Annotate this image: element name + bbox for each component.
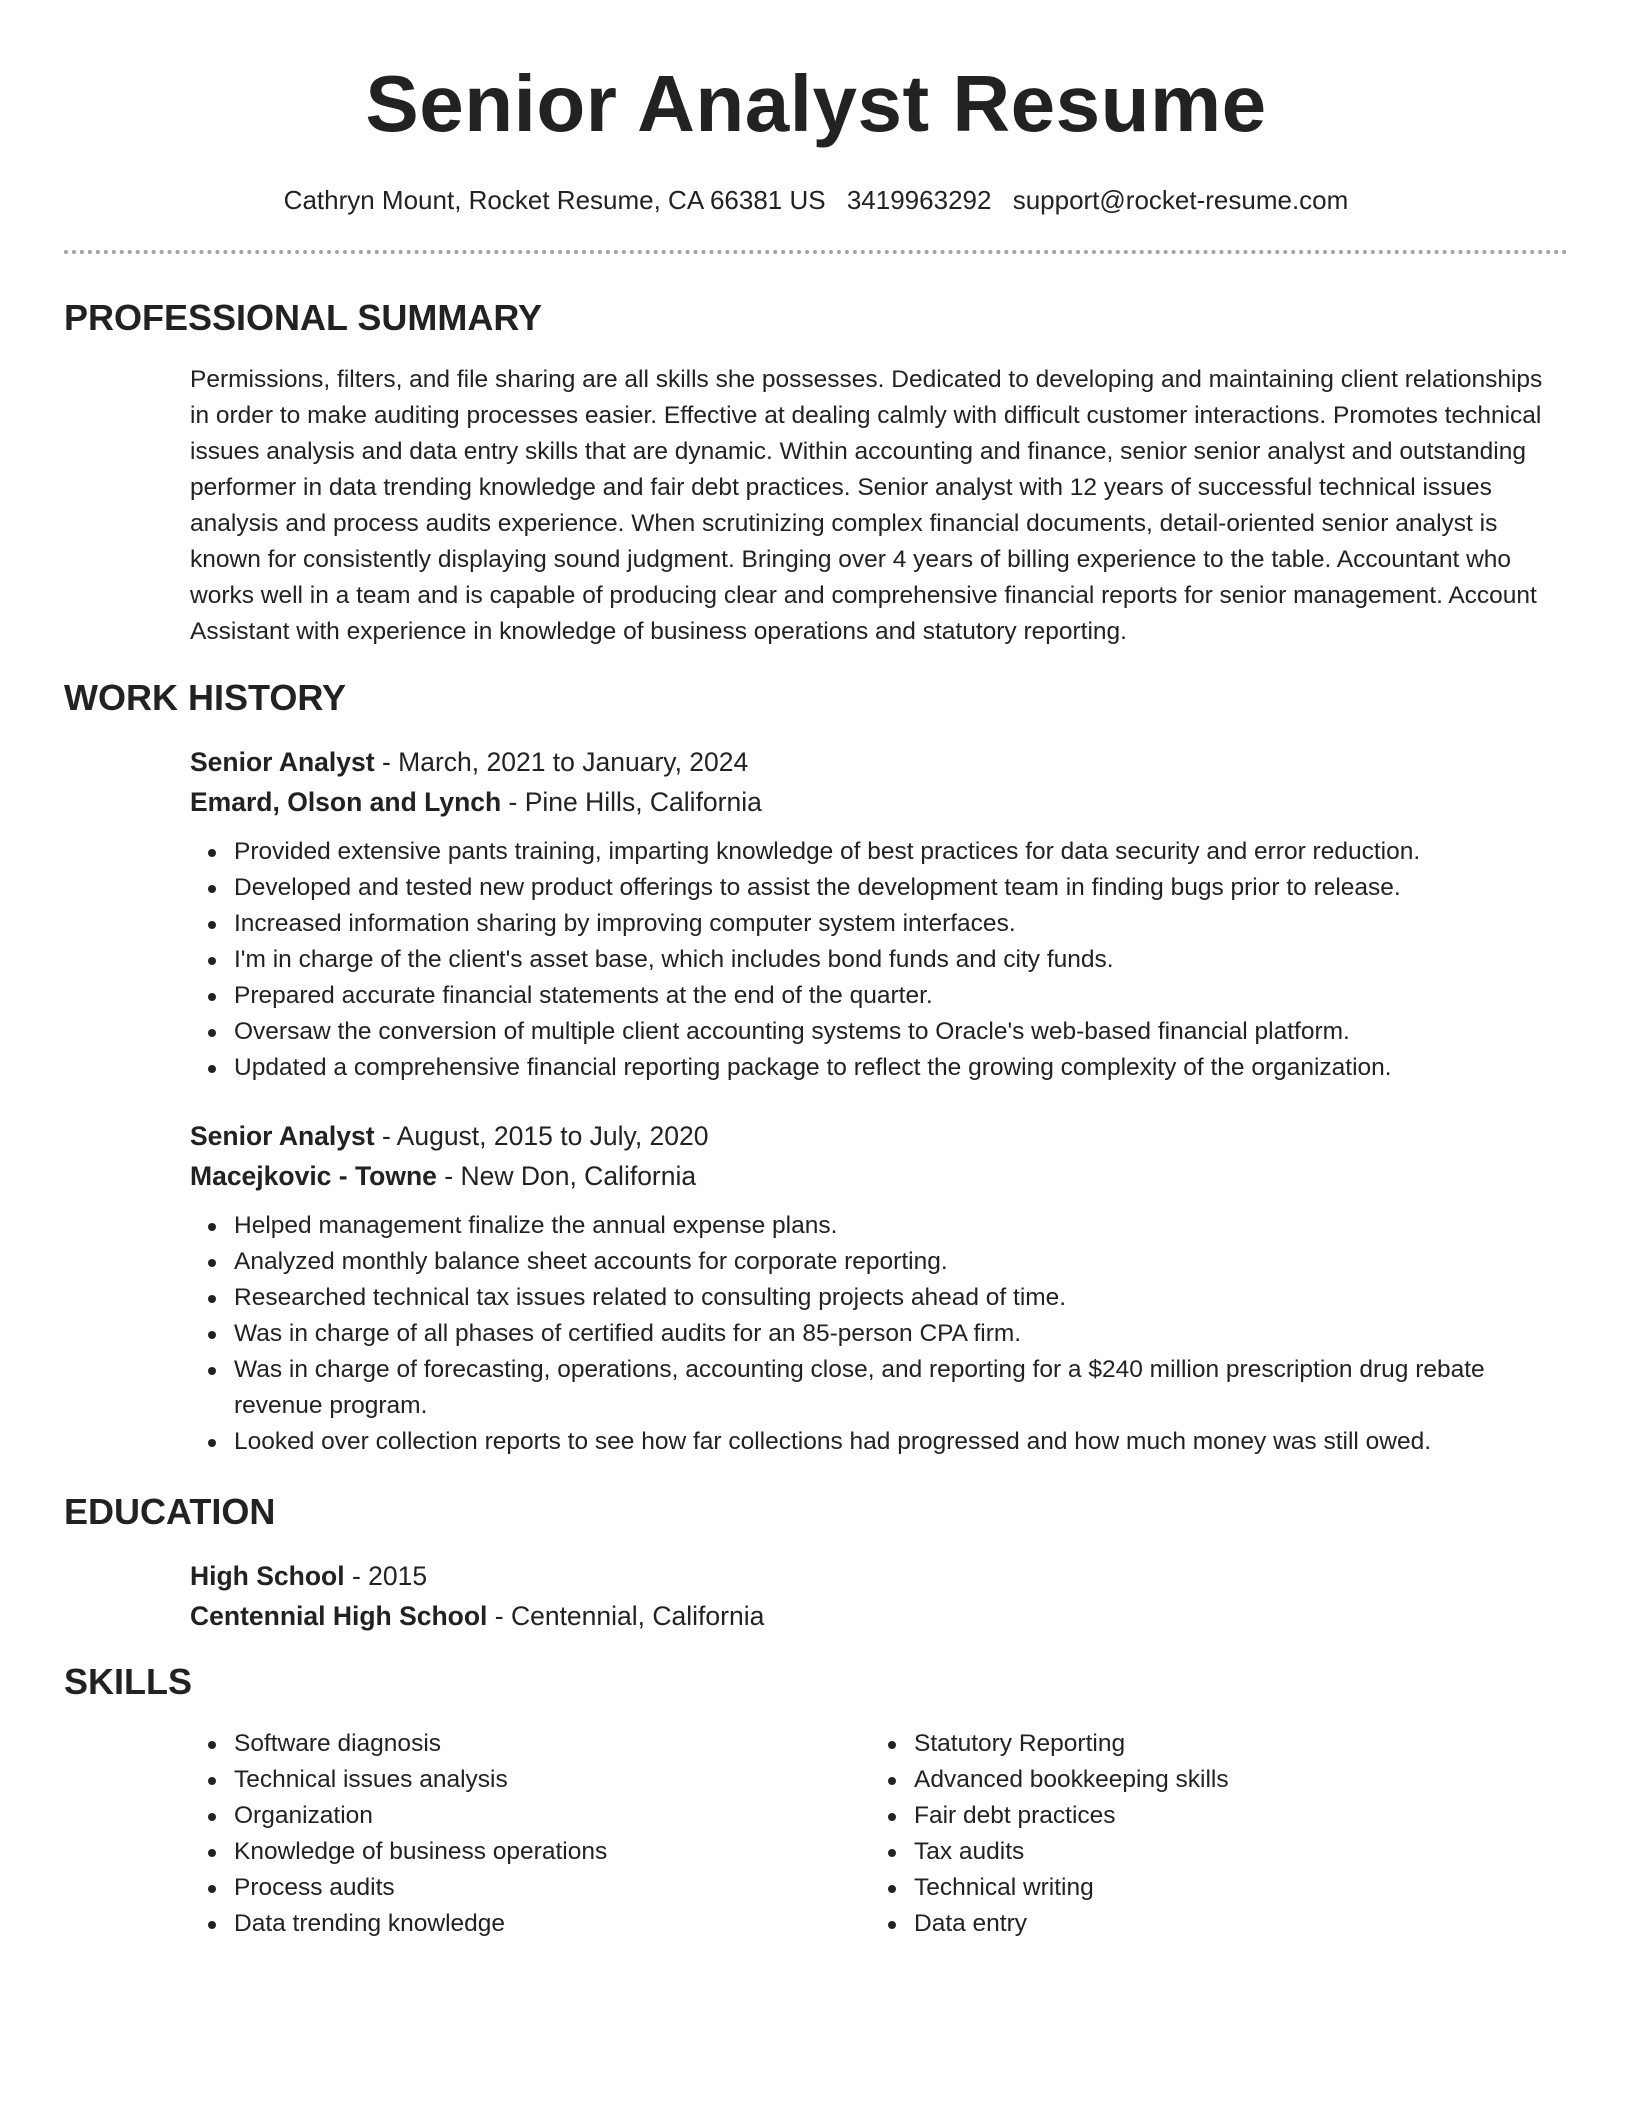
list-item: I'm in charge of the client's asset base, which includes bond funds and city funds. bbox=[234, 942, 1568, 978]
list-item: Researched technical tax issues related to consulting projects ahead of time. bbox=[234, 1280, 1568, 1316]
work-section bbox=[64, 676, 1568, 1460]
skills-columns bbox=[190, 1726, 1568, 1942]
skill-item: Advanced bookkeeping skills bbox=[914, 1762, 1550, 1798]
skills-column-left bbox=[190, 1726, 870, 1942]
skill-item: Statutory Reporting bbox=[914, 1726, 1550, 1762]
job-dates: - March, 2021 to January, 2024 bbox=[374, 747, 749, 777]
skill-item: Tax audits bbox=[914, 1834, 1550, 1870]
skill-item: Technical writing bbox=[914, 1870, 1550, 1906]
work-heading: WORK HISTORY bbox=[64, 677, 347, 718]
job-company-line bbox=[190, 1156, 1568, 1196]
skills-column-right bbox=[870, 1726, 1550, 1942]
education-school: Centennial High School bbox=[190, 1601, 488, 1631]
education-section bbox=[64, 1490, 1568, 1636]
job-bullets bbox=[190, 1208, 1568, 1460]
job-title-line bbox=[190, 742, 1568, 782]
list-item: Was in charge of forecasting, operations, accounting close, and reporting for a $240 million prescription drug rebate revenue program. bbox=[234, 1352, 1568, 1424]
list-item: Updated a comprehensive financial reporting package to reflect the growing complexity of the organization. bbox=[234, 1050, 1568, 1086]
skill-item: Process audits bbox=[234, 1870, 870, 1906]
header-divider bbox=[64, 250, 1568, 254]
page-title: Senior Analyst Resume bbox=[365, 59, 1267, 148]
education-degree-line bbox=[190, 1556, 1568, 1596]
contact-address: Cathryn Mount, Rocket Resume, CA 66381 US bbox=[283, 185, 826, 215]
skill-item: Technical issues analysis bbox=[234, 1762, 870, 1798]
education-school-line bbox=[190, 1596, 1568, 1636]
skill-item: Organization bbox=[234, 1798, 870, 1834]
summary-heading: PROFESSIONAL SUMMARY bbox=[64, 297, 543, 338]
job-location: - Pine Hills, California bbox=[501, 787, 762, 817]
education-heading: EDUCATION bbox=[64, 1491, 276, 1532]
job-title: Senior Analyst bbox=[190, 747, 375, 777]
list-item: Prepared accurate financial statements at the end of the quarter. bbox=[234, 978, 1568, 1014]
job-bullets bbox=[190, 834, 1568, 1086]
job-location: - New Don, California bbox=[436, 1161, 697, 1191]
list-item: Developed and tested new product offerings to assist the development team in finding bugs prior to release. bbox=[234, 870, 1568, 906]
contact-phone: 3419963292 bbox=[846, 185, 992, 215]
skill-item: Fair debt practices bbox=[914, 1798, 1550, 1834]
job-company-line bbox=[190, 782, 1568, 822]
resume-page bbox=[64, 0, 1568, 1937]
list-item: Provided extensive pants training, imparting knowledge of best practices for data security and error reduction. bbox=[234, 834, 1568, 870]
education-year: - 2015 bbox=[344, 1561, 428, 1591]
skills-section bbox=[64, 1660, 1568, 1942]
job-title: Senior Analyst bbox=[190, 1121, 375, 1151]
list-item: Analyzed monthly balance sheet accounts for corporate reporting. bbox=[234, 1244, 1568, 1280]
job-company: Emard, Olson and Lynch bbox=[190, 787, 502, 817]
summary-text: Permissions, filters, and file sharing are all skills she possesses. Dedicated to developing and maintaining client relationships in order to make auditing processes easier. Effective at dealing calmly with difficult customer interactions. Promotes technical issues analysis and data entry skills that are dynamic. Within accounting and finance, senior senior analyst and outstanding performer in data trending knowledge and fair debt practices. Senior analyst with 12 years of successful technical issues analysis and process audits experience. When scrutinizing complex financial documents, detail-oriented senior analyst is known for consistently displaying sound judgment. Bringing over 4 years of billing experience to the table. Accountant who works well in a team and is capable of producing clear and comprehensive financial reports for senior management. Account Assistant with experience in knowledge of business operations and statutory reporting. bbox=[190, 366, 1543, 645]
contact-email: support@rocket-resume.com bbox=[1012, 185, 1349, 215]
job-dates: - August, 2015 to July, 2020 bbox=[374, 1121, 709, 1151]
education-degree: High School bbox=[190, 1561, 345, 1591]
summary-section bbox=[64, 296, 1568, 650]
skill-item: Knowledge of business operations bbox=[234, 1834, 870, 1870]
list-item: Oversaw the conversion of multiple client accounting systems to Oracle's web-based financial platform. bbox=[234, 1014, 1568, 1050]
list-item: Was in charge of all phases of certified audits for an 85-person CPA firm. bbox=[234, 1316, 1568, 1352]
job-entry bbox=[190, 1116, 1568, 1460]
list-item: Increased information sharing by improving computer system interfaces. bbox=[234, 906, 1568, 942]
skill-item: Data entry bbox=[914, 1906, 1550, 1942]
list-item: Helped management finalize the annual expense plans. bbox=[234, 1208, 1568, 1244]
skill-item: Software diagnosis bbox=[234, 1726, 870, 1762]
skill-item: Data trending knowledge bbox=[234, 1906, 870, 1942]
skills-heading: SKILLS bbox=[64, 1661, 193, 1702]
contact-line bbox=[64, 184, 1568, 216]
education-location: - Centennial, California bbox=[487, 1601, 765, 1631]
job-title-line bbox=[190, 1116, 1568, 1156]
list-item: Looked over collection reports to see how far collections had progressed and how much money was still owed. bbox=[234, 1424, 1568, 1460]
job-entry bbox=[190, 742, 1568, 1086]
job-company: Macejkovic - Towne bbox=[190, 1161, 437, 1191]
